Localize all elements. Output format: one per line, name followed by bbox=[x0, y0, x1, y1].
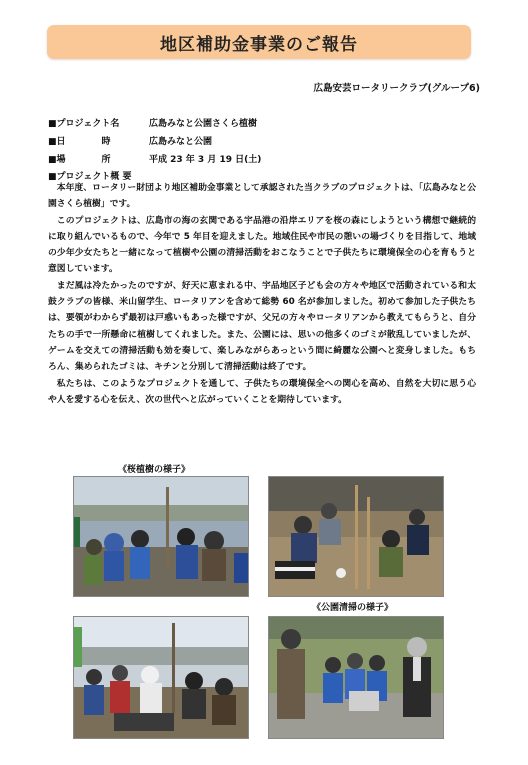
photo-planting-2 bbox=[268, 476, 444, 597]
info-row-datetime bbox=[48, 131, 478, 149]
photo-cleaning-1 bbox=[73, 616, 249, 739]
caption-planting: 《桜植樹の様子》 bbox=[118, 465, 191, 475]
info-label: ■場 所 bbox=[48, 154, 111, 165]
project-info bbox=[48, 113, 478, 183]
photo-cleaning-2 bbox=[268, 616, 444, 739]
title-banner bbox=[47, 25, 471, 59]
info-value: 平成 23 年 3 月 19 日(土) bbox=[149, 154, 262, 165]
paragraph: このプロジェクトは、広島市の海の玄関である宇品港の沿岸エリアを桜の森にしようという構想で継続的に取り組んでいるもので、今年で 5 年目を迎えました。地域住民や市民の憩いの場づくりを目指して、地域の少年少女たちと一緒になって植樹や公園の清掃活動をおこなうことで子供たちに環境保全の心を育もうと意図しています。 bbox=[48, 215, 476, 275]
paragraph: 本年度、ロータリー財団より地区補助金事業として承認された当クラブのプロジェクトは、「広島みなと公園さくら植樹」です。 bbox=[48, 183, 476, 210]
info-row-place bbox=[48, 149, 478, 167]
organization-name: 広島安芸ロータリークラブ(グループ6) bbox=[313, 83, 480, 94]
paragraph: まだ風は冷たかったのですが、好天に恵まれる中、宇品地区子ども会の方々や地区で活動されている和太鼓クラブの皆様、米山留学生、ロータリアンを含めて総勢 60 名が参加しました。初めて参加した子供たちは、要領がわからず最初は戸惑いもあった様ですが、父兄の方々やロータリアンから教えてもらうと、自分たちの手で一所懸命に植樹してくれました。また、公園には、思いの他多くのゴミが散乱していましたが、ゲームを交えての清掃活動も効を奏して、楽しみながらあっという間に綺麗な公園へと変身しました。もちろん、集められたゴミは、キチンと分別して清掃活動は終了です。 bbox=[48, 280, 476, 373]
info-label: ■プロジェクト名 bbox=[48, 118, 120, 129]
caption-cleaning: 《公園清掃の様子》 bbox=[312, 603, 394, 613]
overview-heading: ■プロジェクト概 要 bbox=[48, 171, 132, 182]
photo-planting-1 bbox=[73, 476, 249, 597]
page-title: 地区補助金事業のご報告 bbox=[160, 34, 358, 55]
paragraph: 私たちは、このようなプロジェクトを通して、子供たちの環境保全への関心を高め、自然を大切に思う心や人を愛する心を伝え、次の世代へと広がっていくことを期待しています。 bbox=[48, 378, 476, 405]
overview-body bbox=[48, 180, 476, 408]
info-row-project bbox=[48, 113, 478, 131]
info-value: 広島みなと公園さくら植樹 bbox=[149, 118, 258, 129]
info-label: ■日 時 bbox=[48, 136, 111, 147]
info-value: 広島みなと公園 bbox=[149, 136, 213, 147]
